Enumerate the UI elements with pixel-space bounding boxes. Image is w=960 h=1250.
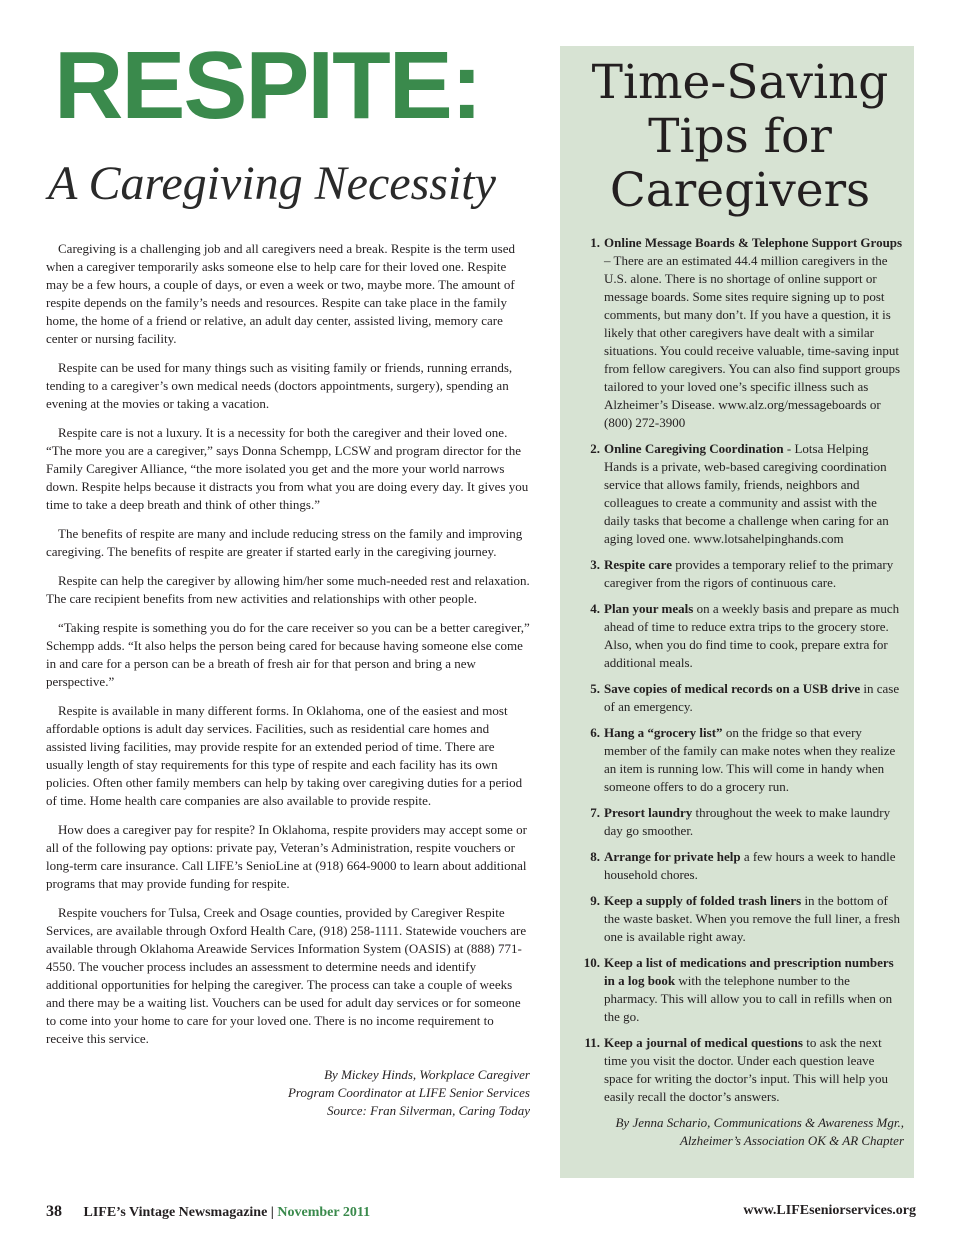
- tip-item: [576, 440, 904, 548]
- tip-item: [576, 680, 904, 716]
- issue-date: November 2011: [277, 1205, 371, 1220]
- tip-number: 2.: [590, 441, 600, 456]
- tip-number: 10.: [583, 955, 600, 970]
- tips-sidebar: [560, 46, 914, 1178]
- sidebar-byline: [576, 1114, 904, 1150]
- sidebar-title-line: Time-Saving: [591, 55, 889, 110]
- byline-line: By Mickey Hinds, Workplace Caregiver: [324, 1067, 530, 1082]
- tip-heading: Plan your meals: [604, 601, 694, 616]
- tip-heading: Online Message Boards & Telephone Support Groups: [604, 235, 903, 250]
- article-paragraph: Respite can be used for many things such as visiting family or friends, running errands, tending to a caregiver’s own medical needs (doctors appointments, surgery), spending an evening at the movies or taking a vacation.: [46, 360, 513, 411]
- tip-text: to ask the next time you visit the doctor. Under each question leave space for writing the doctor’s input. This will help you easily recall the doctor’s answers.: [604, 1035, 889, 1104]
- sidebar-byline-line: By Jenna Schario, Communications & Awareness Mgr.,: [615, 1115, 904, 1130]
- tip-number: 6.: [590, 725, 600, 740]
- tip-number: 7.: [590, 805, 600, 820]
- tips-list: [576, 234, 904, 1106]
- tip-text: - Lotsa Helping Hands is a private, web-based caregiving coordination service that allows family, friends, neighbors and colleagues to create a community and assist with the daily tasks that become a challenge when caring for an aging loved one. www.lotsahelpinghands.com: [604, 441, 889, 546]
- tip-item: [576, 556, 904, 592]
- tip-text: – There are an estimated 44.4 million caregivers in the U.S. alone. There is no shortage of online support or message boards. Some sites require signing up to post comments, but many don’t. If you have a question, it is likely that other caregivers have dealt with a similar situations. You could receive valuable, time-saving input from fellow caregivers. You can also find support groups tailored to your loved one’s specific illness such as Alzheimer’s Disease. www.alz.org/messageboards or (800) 272-3900: [604, 253, 901, 430]
- tip-item: [576, 804, 904, 840]
- tip-item: [576, 892, 904, 946]
- tip-heading: Online Caregiving Coordination: [604, 441, 784, 456]
- article-paragraph: Respite care is not a luxury. It is a necessity for both the caregiver and their loved one. “The more you are a caregiver,” says Donna Schempp, LCSW and program director for the Family Caregiver Alliance, “the more isolated you get and the more your world narrows down. Respite helps because it distracts you from what you are doing every day. It gives you time to take a deep breath and think of other things.”: [46, 425, 529, 512]
- tip-text: with the telephone number to the pharmacy. This will allow you to call in refills when on the go.: [604, 973, 893, 1024]
- tip-number: 11.: [584, 1035, 600, 1050]
- tip-text: in case of an emergency.: [604, 681, 900, 714]
- tip-item: [576, 724, 904, 796]
- article-paragraph: Respite vouchers for Tulsa, Creek and Osage counties, provided by Caregiver Respite Services, are available through Oxford Health Care, (918) 258-1111. Statewide vouchers are available through Oklahoma Areawide Services Information System (OASIS) at (888) 771-4550. The voucher process includes an assessment to determine needs and identify additional opportunities for helping the caregiver. The process can take a couple of weeks and there may be a waiting list. Vouchers can be used for adult day services or for someone to come into your home to care for your loved one. There is no income requirement to receive this service.: [46, 905, 527, 1046]
- tip-number: 9.: [590, 893, 600, 908]
- tip-item: [576, 1034, 904, 1106]
- article-paragraph: “Taking respite is something you do for the care receiver so you can be a better caregiver,” Schempp adds. “It also helps the person being cared for because having someone else come in and care for a person can be a breath of fresh air for that person and bring a new perspective.”: [46, 620, 530, 689]
- sidebar-title-line: Tips for: [648, 109, 832, 164]
- tip-heading: Keep a supply of folded trash liners: [604, 893, 802, 908]
- tip-text: a few hours a week to handle household chores.: [604, 849, 896, 882]
- tip-heading: Keep a journal of medical questions: [604, 1035, 803, 1050]
- tip-text: on a weekly basis and prepare as much ahead of time to reduce extra trips to the grocery store. Also, when you do find time to cook, prepare extra for additional meals.: [604, 601, 900, 670]
- tip-item: [576, 600, 904, 672]
- sidebar-byline-line: Alzheimer’s Association OK & AR Chapter: [679, 1133, 904, 1148]
- page-footer: [46, 1203, 916, 1221]
- tip-number: 5.: [590, 681, 600, 696]
- tip-number: 8.: [590, 849, 600, 864]
- tip-heading: Keep a list of medications and prescription numbers in a log book: [604, 955, 894, 988]
- tip-number: 4.: [590, 601, 600, 616]
- tip-heading: Arrange for private help: [604, 849, 741, 864]
- tip-text: on the fridge so that every member of the family can make notes when they realize an item is running low. This will come in handy when someone offers to do a grocery run.: [604, 725, 896, 794]
- article-paragraph: Respite can help the caregiver by allowing him/her some much-needed rest and relaxation. The care recipient benefits from new activities and relationships with other people.: [46, 573, 530, 606]
- page-subtitle: A Caregiving Necessity: [48, 157, 496, 210]
- tip-number: 3.: [590, 557, 600, 572]
- tip-number: 1.: [590, 235, 600, 250]
- tip-text: in the bottom of the waste basket. When you remove the full liner, a fresh one is available right away.: [604, 893, 900, 944]
- article-paragraph: How does a caregiver pay for respite? In Oklahoma, respite providers may accept some or all of the following pay options: private pay, Veteran’s Administration, respite vouchers or long-term care insurance. Call LIFE’s SenioLine at (918) 664-9000 to learn about additional programs that may provide funding for respite.: [46, 822, 527, 891]
- tip-heading: Presort laundry: [604, 805, 693, 820]
- tip-item: [576, 848, 904, 884]
- tip-heading: Save copies of medical records on a USB drive: [604, 681, 861, 696]
- tip-heading: Hang a “grocery list”: [604, 725, 723, 740]
- website-url: www.LIFEseniorservices.org: [743, 1203, 916, 1218]
- tip-text: provides a temporary relief to the primary caregiver from the rigors of continuous care.: [604, 557, 894, 590]
- tip-item: [576, 954, 904, 1026]
- article-paragraph: Caregiving is a challenging job and all caregivers need a break. Respite is the term used when a caregiver temporarily asks someone else to help care for their loved one. Respite may be a few hours, a couple of days, or even a week or two, maybe more. The amount of respite depends on the family’s needs and resources. Respite can take place in the family home, the home of a friend or relative, an adult day center, assisted living, memory care center or nursing facility.: [46, 241, 516, 346]
- tip-heading: Respite care: [604, 557, 672, 572]
- sidebar-title-line: Caregivers: [609, 163, 871, 218]
- article-paragraph: The benefits of respite are many and include reducing stress on the family and improving caregiving. The benefits of respite are greater if started early in the caregiving journey.: [46, 526, 523, 559]
- article-byline: [46, 1066, 530, 1120]
- article-column: [46, 32, 530, 1120]
- publication-name: LIFE’s Vintage Newsmagazine |: [83, 1205, 274, 1220]
- page-number: 38: [46, 1203, 62, 1220]
- page-title: RESPITE:: [54, 32, 481, 139]
- sidebar-title: [576, 56, 904, 218]
- tip-item: [576, 234, 904, 432]
- article-paragraph: Respite is available in many different forms. In Oklahoma, one of the easiest and most affordable options is adult day services. Facilities, such as residential care homes and assisted living facilities, may provide respite for an extended period of time. There are usually length of stay requirements for this type of respite and each facility has its own policies. Often other family members can help by taking over caregiving duties for a period of time. Home health care companies are also available to provide respite.: [46, 703, 523, 808]
- tip-text: throughout the week to make laundry day go smoother.: [604, 805, 891, 838]
- byline-line: Source: Fran Silverman, Caring Today: [326, 1103, 530, 1118]
- article-body: [46, 240, 530, 1048]
- byline-line: Program Coordinator at LIFE Senior Services: [287, 1085, 530, 1100]
